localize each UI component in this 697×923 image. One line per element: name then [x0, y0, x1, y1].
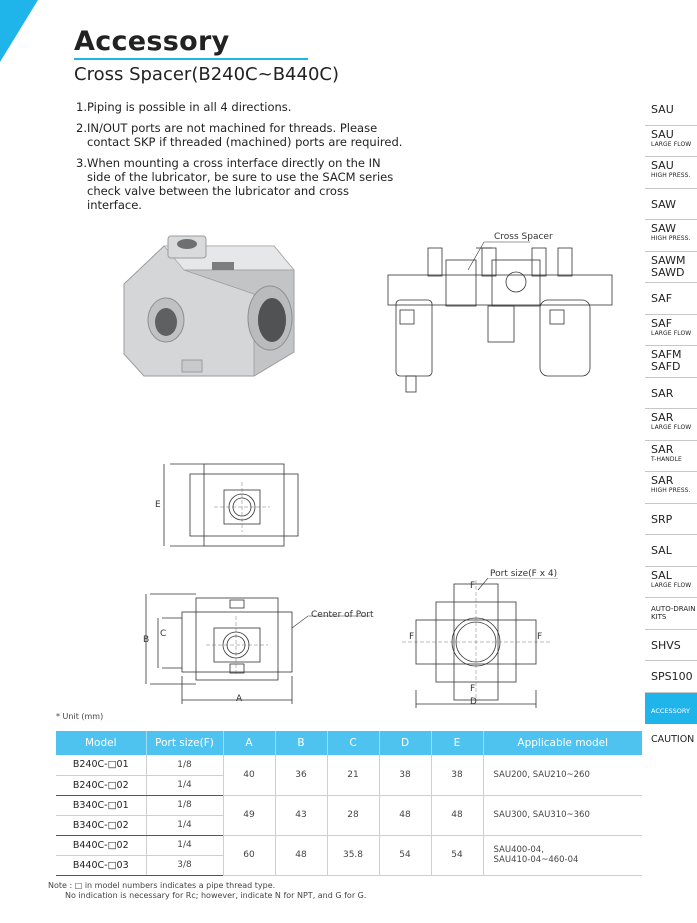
center-of-port-label: Center of Port [311, 610, 374, 620]
sidebar-item-sublabel: LARGE FLOW [651, 140, 692, 148]
dim-f-right-label: F [537, 632, 543, 642]
sidebar-item-label: SAR [651, 386, 674, 400]
table-row [56, 795, 642, 815]
cell-model: B240C-□02 [56, 775, 146, 795]
sidebar-item-saf[interactable] [645, 283, 697, 315]
unit-note: * Unit (mm) [56, 712, 104, 721]
cell-b: 48 [275, 835, 327, 875]
col-header-applicable: Applicable model [483, 731, 642, 755]
cell-b: 43 [275, 795, 327, 835]
feature-notes [76, 100, 406, 219]
sidebar-item-label: CAUTION [651, 734, 695, 745]
sidebar-item-sar[interactable] [645, 378, 697, 410]
sidebar-item-label: AUTO-DRAIN [651, 605, 696, 613]
sidebar-item-label: SAWM [651, 253, 686, 267]
port-size-label: Port size(F x 4) [490, 569, 558, 579]
sidebar-item-sps100[interactable] [645, 661, 697, 693]
sidebar-item-sau-high-press[interactable] [645, 157, 697, 189]
sidebar-item-label: SHVS [651, 638, 681, 652]
sidebar-item-saf-large-flow[interactable] [645, 315, 697, 347]
cell-applicable: SAU300, SAU310~360 [483, 795, 642, 835]
cell-d: 38 [379, 755, 431, 795]
col-header-model: Model [56, 731, 146, 755]
cell-port: 1/4 [146, 775, 223, 795]
cell-model: B440C-□02 [56, 835, 146, 855]
cell-e: 54 [431, 835, 483, 875]
sidebar-item-label: SPS100 [651, 670, 693, 683]
sidebar-item-caution[interactable] [645, 724, 697, 756]
dim-d-label: D [470, 697, 477, 707]
page-title: Accessory [74, 26, 230, 57]
sidebar-item-label: SAFM [651, 348, 682, 361]
sidebar-item-auto-drain-kits[interactable] [645, 598, 697, 630]
dim-a-label: A [236, 694, 243, 704]
sidebar-item-label: SAF [651, 316, 673, 330]
sidebar-item-label: SAF [651, 292, 673, 305]
note-item [76, 156, 406, 212]
sidebar-item-sau[interactable] [645, 94, 697, 126]
sidebar-item-sar-t-handle[interactable] [645, 441, 697, 473]
title-underline [74, 58, 308, 60]
cell-port: 1/8 [146, 795, 223, 815]
sidebar-item-sawm-sawd[interactable] [645, 252, 697, 284]
note-number: 3. [76, 156, 87, 170]
sidebar-item-saw-high-press[interactable] [645, 220, 697, 252]
applicable-line: SAU400-04, [493, 845, 544, 855]
sidebar-nav [645, 94, 697, 756]
sidebar-item-sublabel: HIGH PRESS. [651, 487, 691, 494]
note-item [76, 121, 406, 149]
footnote-line: Note : □ in model numbers indicates a pipe thread type. [48, 881, 276, 890]
sidebar-item-label: SAFD [651, 360, 681, 373]
corner-accent [0, 0, 38, 62]
cell-applicable: SAU200, SAU210~260 [483, 755, 642, 795]
table-header-row [56, 731, 642, 755]
product-photo [104, 234, 304, 384]
cell-c: 28 [327, 795, 379, 835]
sidebar-item-safm-safd[interactable] [645, 346, 697, 378]
cell-port: 1/8 [146, 755, 223, 775]
sidebar-item-sal[interactable] [645, 535, 697, 567]
note-number: 2. [76, 121, 87, 135]
sidebar-item-label: KITS [651, 613, 667, 621]
sidebar-item-label: SAR [651, 442, 674, 456]
cell-c: 35.8 [327, 835, 379, 875]
footnote [48, 881, 366, 901]
side-view-drawing [398, 578, 558, 712]
note-number: 1. [76, 100, 87, 114]
sidebar-item-label: SAW [651, 197, 676, 211]
sidebar-item-accessory[interactable] [645, 693, 697, 725]
sidebar-item-label: SAL [651, 544, 672, 557]
cell-a: 40 [223, 755, 275, 795]
dim-c-label: C [160, 629, 167, 639]
sidebar-item-sublabel: LARGE FLOW [651, 581, 692, 589]
cell-a: 49 [223, 795, 275, 835]
dim-f-bottom-label: F [470, 684, 476, 694]
sidebar-item-sublabel: LARGE FLOW [651, 329, 692, 337]
table-row [56, 755, 642, 775]
sidebar-item-label: SAR [651, 411, 674, 424]
cell-applicable [483, 835, 642, 875]
col-header-e: E [431, 731, 483, 755]
cell-e: 38 [431, 755, 483, 795]
cell-port: 3/8 [146, 855, 223, 875]
dim-b-label: B [143, 635, 150, 645]
dim-e-label: E [155, 500, 161, 510]
cell-c: 21 [327, 755, 379, 795]
col-header-d: D [379, 731, 431, 755]
note-text: When mounting a cross interface directly on the IN side of the lubricator, be sure to use the SACM series check valve between the lubricator and cross interface. [87, 156, 394, 212]
cross-spacer-label: Cross Spacer [494, 232, 553, 242]
sidebar-item-label: SRP [651, 512, 673, 526]
spec-table [56, 731, 642, 876]
note-text: Piping is possible in all 4 directions. [87, 100, 292, 114]
cell-model: B340C-□02 [56, 815, 146, 835]
note-item [76, 100, 406, 114]
sidebar-item-sublabel: LARGE FLOW [651, 424, 692, 431]
footnote-line: No indication is necessary for Rc; however, indicate N for NPT, and G for G. [65, 891, 367, 900]
sidebar-item-saw[interactable] [645, 189, 697, 221]
sidebar-item-label: SAU [651, 127, 674, 141]
sidebar-item-shvs[interactable] [645, 630, 697, 662]
col-header-c: C [327, 731, 379, 755]
cell-a: 60 [223, 835, 275, 875]
cell-d: 54 [379, 835, 431, 875]
applicable-line: SAU410-04~460-04 [493, 855, 579, 865]
col-header-a: A [223, 731, 275, 755]
sidebar-item-label: SAR [651, 474, 674, 487]
cell-port: 1/4 [146, 815, 223, 835]
sidebar-item-sublabel: HIGH PRESS. [651, 172, 691, 179]
sidebar-item-label: SAU [651, 159, 674, 172]
sidebar-item-sublabel: HIGH PRESS. [651, 235, 691, 242]
sidebar-item-label: SAU [651, 103, 674, 116]
cell-model: B240C-□01 [56, 755, 146, 775]
sidebar-item-label: SAL [651, 568, 672, 582]
dim-f-left-label: F [409, 632, 415, 642]
dim-f-top-label: F [470, 581, 476, 591]
col-header-port-size: Port size(F) [146, 731, 223, 755]
page-subtitle: Cross Spacer(B240C~B440C) [74, 64, 339, 85]
sidebar-item-sar-high-press[interactable] [645, 472, 697, 504]
sidebar-item-sar-large-flow[interactable] [645, 409, 697, 441]
sidebar-item-sublabel: T-HANDLE [651, 455, 682, 463]
front-view-drawing [140, 588, 370, 708]
top-view-drawing [150, 452, 320, 557]
sidebar-item-label: SAW [651, 222, 676, 235]
sidebar-item-label: ACCESSORY [651, 706, 690, 715]
table-row [56, 835, 642, 855]
note-text: IN/OUT ports are not machined for threads. Please contact SKP if threaded (machined) ports are required. [87, 121, 403, 149]
cell-d: 48 [379, 795, 431, 835]
cell-b: 36 [275, 755, 327, 795]
sidebar-item-sau-large-flow[interactable] [645, 126, 697, 158]
cell-model: B340C-□01 [56, 795, 146, 815]
cell-e: 48 [431, 795, 483, 835]
sidebar-item-label: SAWD [651, 265, 685, 279]
sidebar-item-sal-large-flow[interactable] [645, 567, 697, 599]
cell-port: 1/4 [146, 835, 223, 855]
cell-model: B440C-□03 [56, 855, 146, 875]
col-header-b: B [275, 731, 327, 755]
sidebar-item-srp[interactable] [645, 504, 697, 536]
assembly-drawing [380, 230, 620, 400]
